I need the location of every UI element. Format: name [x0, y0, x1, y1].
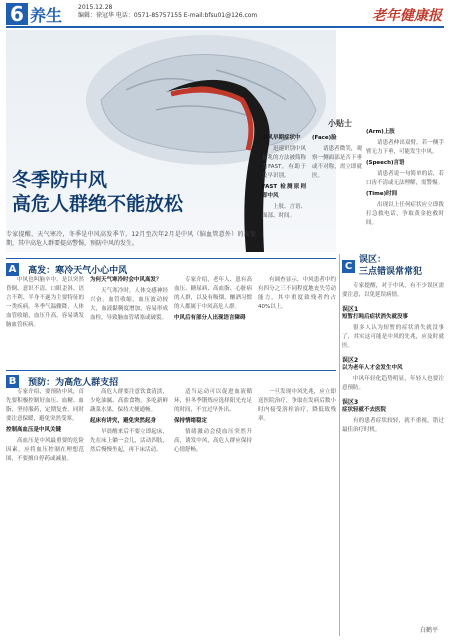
paragraph: 很多人认为短暂的症状消失就没事了，其实这可能是中风的先兆，应及时就医。: [342, 325, 444, 349]
tips-title: 小贴士: [328, 119, 352, 128]
sidebar-title-1: 误区：: [359, 255, 387, 265]
tips-column-2: [366, 128, 444, 230]
paragraph: 情绪激动会使血压突然升高，诱发中风，高危人群应保持心情舒畅。: [174, 429, 252, 453]
paragraph: 有调查显示，中风患者中约有四分之三不同程度地丧失劳动能力，其中重度致残者约占40%以上。: [258, 277, 336, 310]
header-date: 2015.12.28: [78, 4, 113, 11]
paragraph: 适当运动可以促进血液循环，但冬季锻炼应选择阳光充足的时间，不宜过早外出。: [174, 389, 252, 413]
section-b-col4: [258, 388, 336, 426]
section-b-col3: [174, 388, 252, 457]
main-headline: [12, 168, 183, 216]
section-a-col3: [174, 276, 252, 325]
subheading: 中风后有部分人出现语言障碍: [174, 315, 246, 321]
section-b-letter: B: [6, 375, 19, 388]
subheading: 起床有讲究，避免突然起身: [90, 418, 157, 424]
paragraph: 中风也叫脑卒中，是以突然昏倒、意识不清、口眼歪斜、语言不利、半身不遂为主要特征的一类疾病。冬季气温骤降，人体血管收缩，血压升高，容易诱发脑血管疾病。: [6, 277, 84, 328]
section-a-col1: [6, 276, 84, 332]
sidebar-body: [342, 282, 444, 435]
headline-line2: 高危人群绝不能放松: [12, 193, 184, 215]
misconception-number: 误区3: [342, 399, 359, 406]
section-a-heading: [6, 258, 336, 276]
misconception-number: 误区2: [342, 357, 359, 364]
article-intro: 专家提醒，天气寒冷，冬季是中风高发季节，12月至次年2月是中风（脑血管意外）的高发期，其中高危人群要提高警惕，预防中风的发生。: [6, 231, 256, 247]
sidebar-title-2: 三点错误常常犯: [359, 267, 423, 277]
paragraph: 有的患者症状较轻，就不重视，错过最佳治疗时机。: [342, 418, 444, 433]
tip-label: 中风早期症状中: [262, 135, 301, 141]
subheading: 控制高血压是中风关键: [6, 427, 62, 433]
sidebar-heading: [342, 254, 444, 278]
tip-text: 请患者伸出双臂，若一侧手臂无力下垂，可能发生中风。: [366, 140, 444, 155]
misconception-title: 症状轻就不去医院: [342, 407, 387, 413]
page-header: [0, 0, 450, 26]
author-byline: 白鹤平: [419, 627, 438, 634]
paragraph: 天气寒冷时，人体交感神经兴奋，血管收缩，血压波动较大，血液黏稠度增加，容易形成血栓，导致脑血管堵塞或破裂。: [90, 288, 168, 321]
page-number: 6: [6, 3, 28, 25]
section-name: 养生: [30, 6, 63, 25]
tip-label: (Face)脸: [312, 135, 337, 141]
paragraph: 一旦发现中风先兆，应立即送医院治疗，争取在发病后数小时内接受溶栓治疗，降低致残率。: [258, 389, 336, 422]
masthead: 老年健康报: [372, 8, 442, 24]
subheading: 为何天气寒冷时会中风高发？: [90, 277, 162, 283]
header-rule: [6, 26, 444, 28]
section-b-heading: [6, 370, 336, 388]
misconception-title: 以为老年人才会发生中风: [342, 365, 403, 371]
section-a-col2: [90, 276, 168, 325]
tip-label: (Time)时间: [366, 191, 398, 197]
section-b-title: 预防：为高危人群支招: [28, 378, 119, 388]
tip-label: (Speech)言语: [366, 160, 405, 166]
tip-text: 上肢、言语、面部、时间。: [262, 204, 307, 219]
misconception-title: 短暂打盹后症状消失就没事: [342, 314, 409, 320]
tips-column-3: [312, 134, 362, 183]
tip-text: 请患者说一句简单的话，若口齿不清或无法理解，需警惕。: [366, 171, 444, 186]
header-info: 编辑：徐冠华 电话：0571-85757155 E-mail:bfsu01@126.com: [78, 12, 258, 19]
tip-text: 请患者微笑，观察一侧面部是否下垂或不对称，需立即就医。: [312, 146, 362, 179]
section-a-letter: A: [6, 263, 19, 276]
paragraph: 早晨醒来后不要立即起床，先在床上躺一会儿，活动四肢，然后慢慢坐起，再下床活动。: [90, 429, 168, 453]
section-c-letter: C: [342, 260, 355, 273]
headline-line1: 冬季防中风: [12, 169, 108, 191]
section-a-col4: [258, 276, 336, 314]
paragraph: 专家提醒，对于中风，有不少误区需要注意，以免延误病情。: [342, 283, 444, 298]
paragraph: 专家介绍，要预防中风，首先要积极控制好血压、血糖、血脂，坚持服药，定期复查。同时要注意保暖，避免突然受寒。: [6, 389, 84, 422]
misconception-number: 误区1: [342, 306, 359, 313]
tips-column-1: [262, 134, 306, 223]
sidebar-misconceptions: [342, 254, 444, 437]
sidebar-divider: [339, 254, 340, 636]
tip-label: (Arm)上肢: [366, 129, 395, 135]
section-b-col1: [6, 388, 84, 466]
tip-text: 迅速识别中风征兆的方法被简称为FAST，有助于及早识别。: [262, 146, 307, 179]
tip-label: FAST 检测原则即中风: [262, 184, 306, 199]
paragraph: 高血压是中风最重要的危险因素，应将血压控制在理想范围，不要擅自停药或减量。: [6, 438, 84, 462]
tip-text: 出现以上任何症状应立即拨打急救电话，争取黄金抢救时间。: [366, 202, 444, 226]
paragraph: 高危人群要注意饮食清淡，少吃油腻、高盐食物，多吃新鲜蔬菜水果，保持大便通畅。: [90, 389, 168, 413]
section-b-col2: [90, 388, 168, 457]
paragraph: 专家介绍，老年人、患有高血压、糖尿病、高血脂、心脏病的人群，以及有吸烟、酗酒习惯的人都属于中风高危人群。: [174, 277, 252, 310]
paragraph: 中风年轻化趋势明显，年轻人也要注意预防。: [342, 376, 444, 391]
section-a-title: 高发：寒冷天气小心中风: [28, 266, 128, 276]
subheading: 保持情绪稳定: [174, 418, 208, 424]
